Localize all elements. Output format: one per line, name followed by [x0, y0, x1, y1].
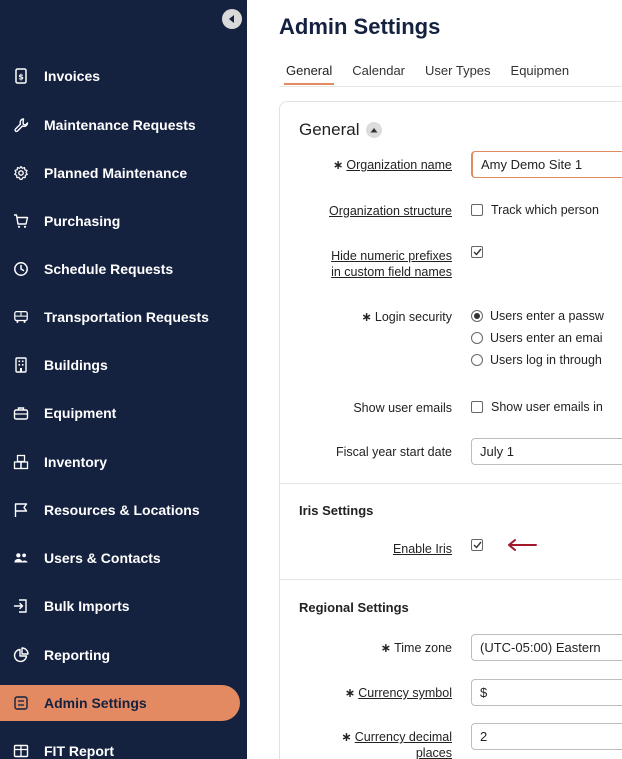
sidebar-item-reporting[interactable]: [0, 637, 247, 673]
section-divider: [280, 579, 622, 580]
sidebar-item-schedule-requests[interactable]: [0, 251, 247, 287]
enable-iris-checkbox[interactable]: [471, 539, 483, 551]
sidebar-item-resources-locations[interactable]: [0, 492, 247, 528]
required-icon: ∗: [341, 730, 352, 744]
org-structure-checkbox[interactable]: [471, 204, 483, 216]
currency-symbol-input[interactable]: $: [471, 679, 622, 706]
toolbox-icon: [13, 405, 29, 421]
hide-prefix-option: [471, 246, 491, 258]
sidebar-item-label: Users & Contacts: [44, 550, 161, 566]
collapse-section-button[interactable]: [366, 122, 382, 138]
timezone-select[interactable]: (UTC-05:00) Eastern: [471, 634, 622, 661]
currency-symbol-label: ∗ Currency symbol: [344, 686, 452, 700]
sidebar: [0, 0, 247, 759]
timezone-label: ∗ Time zone: [380, 641, 452, 655]
invoice-icon: [13, 68, 29, 84]
sidebar-item-label: Bulk Imports: [44, 598, 130, 614]
pie-chart-icon: [13, 647, 29, 663]
collapse-sidebar-button[interactable]: [222, 9, 242, 29]
sidebar-item-label: Invoices: [44, 68, 101, 84]
sidebar-item-label: Transportation Requests: [44, 309, 209, 325]
login-radio-sso[interactable]: [471, 354, 483, 366]
tab-user-types[interactable]: User Types: [425, 63, 491, 78]
sidebar-item-label: Resources & Locations: [44, 502, 200, 518]
chevron-left-icon: [227, 14, 237, 24]
org-structure-label: Organization structure: [329, 204, 452, 218]
sidebar-item-label: FIT Report: [44, 743, 114, 759]
org-name-input[interactable]: Amy Demo Site 1: [471, 151, 622, 178]
required-icon: ∗: [380, 641, 392, 655]
sidebar-item-label: Inventory: [44, 454, 108, 470]
sidebar-item-planned-maintenance[interactable]: [0, 155, 247, 191]
tab-calendar[interactable]: Calendar: [352, 63, 406, 78]
sidebar-item-label: Admin Settings: [44, 695, 147, 711]
flag-icon: [13, 502, 29, 518]
sidebar-item-fit-report[interactable]: [0, 733, 247, 759]
admin-icon: [13, 695, 29, 711]
sidebar-item-purchasing[interactable]: [0, 203, 247, 239]
sidebar-item-label: Purchasing: [44, 213, 121, 229]
login-radio-email[interactable]: [471, 332, 483, 344]
form-layer: [247, 0, 622, 759]
sidebar-item-admin-settings[interactable]: [0, 685, 240, 721]
fiscal-year-label: Fiscal year start date: [335, 445, 452, 459]
login-option-email: Users enter an emai: [471, 331, 603, 345]
login-option-sso: Users log in through: [471, 353, 602, 367]
hide-prefix-checkbox[interactable]: [471, 246, 483, 258]
show-emails-label: Show user emails: [353, 401, 452, 415]
section-title: General: [299, 120, 360, 139]
login-security-label: ∗ Login security: [361, 310, 452, 324]
required-icon: ∗: [361, 310, 372, 324]
fiscal-year-select[interactable]: July 1: [471, 438, 622, 465]
sidebar-item-bulk-imports[interactable]: [0, 588, 247, 624]
login-radio-password[interactable]: [471, 310, 483, 322]
show-emails-checkbox[interactable]: [471, 401, 483, 413]
checkmark-icon: [473, 541, 482, 549]
currency-decimal-input[interactable]: 2: [471, 723, 622, 750]
org-name-label: ∗ Organization name: [332, 158, 452, 172]
gear-icon: [13, 165, 29, 181]
wrench-icon: [13, 117, 29, 133]
general-section-header: [299, 120, 382, 140]
tab-equipment[interactable]: Equipmen: [510, 63, 570, 78]
sidebar-item-transportation-requests[interactable]: [0, 299, 247, 335]
iris-section-title: Iris Settings: [299, 503, 374, 518]
import-icon: [13, 598, 29, 614]
users-icon: [13, 550, 29, 566]
clock-icon: [13, 261, 29, 277]
sidebar-item-label: Equipment: [44, 405, 117, 421]
sidebar-item-users-contacts[interactable]: [0, 540, 247, 576]
sidebar-item-label: Maintenance Requests: [44, 117, 196, 133]
org-structure-option: Track which person: [471, 203, 599, 217]
building-icon: [13, 357, 29, 373]
regional-section-title: Regional Settings: [299, 600, 409, 615]
arrow-left-icon: [506, 538, 538, 552]
sidebar-item-equipment[interactable]: [0, 395, 247, 431]
sidebar-item-maintenance-requests[interactable]: [0, 107, 247, 143]
page-title: Admin Settings: [279, 14, 441, 39]
login-option-password: Users enter a passw: [471, 309, 604, 323]
section-divider: [280, 483, 622, 484]
sidebar-item-inventory[interactable]: [0, 444, 247, 480]
sidebar-item-invoices[interactable]: [0, 58, 247, 94]
enable-iris-label: Enable Iris: [392, 542, 452, 556]
tab-general[interactable]: General: [286, 63, 332, 84]
enable-iris-option: [471, 539, 491, 551]
required-icon: ∗: [344, 686, 356, 700]
checkmark-icon: [473, 248, 482, 256]
bus-icon: [13, 309, 29, 325]
hide-prefix-label: Hide numeric prefixes in custom field names: [331, 249, 452, 279]
sidebar-item-buildings[interactable]: [0, 347, 247, 383]
sidebar-item-label: Schedule Requests: [44, 261, 174, 277]
show-emails-option: Show user emails in: [471, 400, 603, 414]
currency-decimal-label: ∗ Currency decimal places: [341, 730, 452, 759]
sidebar-item-label: Planned Maintenance: [44, 165, 188, 181]
sidebar-item-label: Reporting: [44, 647, 111, 663]
cart-icon: [13, 213, 29, 229]
sidebar-item-label: Buildings: [44, 357, 108, 373]
chevron-up-icon: [370, 127, 378, 133]
required-icon: ∗: [332, 158, 344, 172]
svg-text:$: $: [18, 72, 24, 82]
boxes-icon: [13, 454, 29, 470]
table-icon: [13, 743, 29, 759]
